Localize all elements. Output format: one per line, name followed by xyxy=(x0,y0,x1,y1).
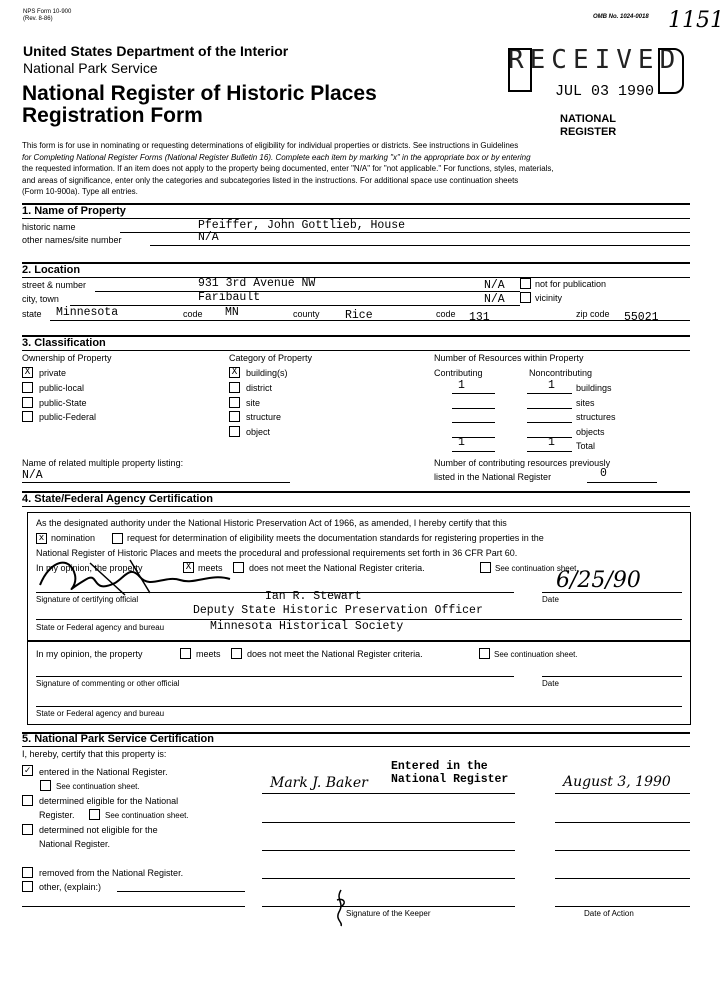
field-line xyxy=(452,451,495,452)
other-names-value: N/A xyxy=(198,231,219,244)
ownership-private-checkbox[interactable]: X xyxy=(22,367,33,378)
field-line xyxy=(70,305,520,306)
field-line xyxy=(452,393,495,394)
divider xyxy=(22,277,690,278)
state-label: state xyxy=(22,309,42,319)
agency-value: Minnesota Historical Society xyxy=(210,620,404,633)
removed-label: removed from the National Register. xyxy=(39,868,184,878)
action-date-line xyxy=(555,793,690,794)
contributing-heading: Contributing xyxy=(434,368,483,378)
meets-checkbox-2[interactable] xyxy=(180,648,191,659)
date-line xyxy=(542,676,682,677)
commenting-date-label: Date xyxy=(542,679,559,688)
ownership-public-federal-checkbox[interactable] xyxy=(22,411,33,422)
ownership-public-state-checkbox[interactable] xyxy=(22,397,33,408)
previously-listed-label: Number of contributing resources previously xyxy=(434,458,611,468)
not-for-publication-checkbox[interactable] xyxy=(520,278,531,289)
page-reference: 1151 xyxy=(668,8,724,33)
instructions xyxy=(22,140,690,198)
continuation-sheet-checkbox-2[interactable] xyxy=(479,648,490,659)
form-number: NPS Form 10-900 xyxy=(23,9,72,15)
date-label: Date xyxy=(542,595,559,604)
field-line xyxy=(527,451,572,452)
eligible-continuation-checkbox[interactable] xyxy=(89,809,100,820)
stamp-date: JUL 03 1990 xyxy=(555,83,655,100)
determined-eligible-label-2: Register. xyxy=(39,810,75,820)
resources-row-label: buildings xyxy=(576,383,612,393)
request-checkbox[interactable] xyxy=(112,533,123,544)
ownership-public-local-label: public-local xyxy=(39,383,85,393)
keeper-line xyxy=(262,793,515,794)
meets-checkbox[interactable]: X xyxy=(183,562,194,573)
meets-label: meets xyxy=(198,563,223,573)
department-name: United States Department of the Interior xyxy=(23,43,289,59)
field-line xyxy=(95,291,520,292)
related-listing-value: N/A xyxy=(22,469,43,482)
determined-eligible-label: determined eligible for the National xyxy=(39,796,179,806)
category-site-checkbox[interactable] xyxy=(229,397,240,408)
action-date-label: Date of Action xyxy=(584,909,634,918)
agency-line xyxy=(36,706,682,707)
county-code-value: 131 xyxy=(469,311,490,324)
section-2-heading: 2. Location xyxy=(22,264,81,276)
noncontributing-buildings: 1 xyxy=(548,379,555,392)
field-line xyxy=(587,482,657,483)
nomination-label: nomination xyxy=(51,533,96,543)
section-1-heading: 1. Name of Property xyxy=(22,205,126,217)
other-checkbox[interactable] xyxy=(22,881,33,892)
zip-label: zip code xyxy=(576,309,610,319)
omb-number: OMB No. 1024-0018 xyxy=(593,14,649,20)
eligible-continuation-label: See continuation sheet. xyxy=(105,811,189,820)
entered-stamp-line-1: Entered in the xyxy=(391,760,488,773)
determined-not-eligible-label: determined not eligible for the xyxy=(39,825,158,835)
determined-eligible-checkbox[interactable] xyxy=(22,795,33,806)
resources-heading: Number of Resources within Property xyxy=(434,353,584,363)
entered-checkbox[interactable]: ✓ xyxy=(22,765,33,776)
category-district-checkbox[interactable] xyxy=(229,382,240,393)
keeper-line xyxy=(262,878,515,879)
previously-listed-label-2: listed in the National Register xyxy=(434,472,552,482)
removed-checkbox[interactable] xyxy=(22,867,33,878)
divider xyxy=(22,506,690,507)
opinion-text: In my opinion, the property xyxy=(36,563,143,573)
instructions-line: This form is for use in nominating or requesting determinations of eligibility for individual properties or districts. See instructions in Guidelines xyxy=(22,141,519,150)
zip-value: 55021 xyxy=(624,311,659,324)
noncontributing-heading: Noncontributing xyxy=(529,368,593,378)
category-structure-checkbox[interactable] xyxy=(229,411,240,422)
does-not-meet-checkbox-2[interactable] xyxy=(231,648,242,659)
certification-date: 6/25/90 xyxy=(556,568,641,593)
date-line xyxy=(542,592,682,593)
field-line xyxy=(22,482,290,483)
signature-scrawl xyxy=(30,555,240,600)
entered-label: entered in the National Register. xyxy=(39,767,168,777)
city-label: city, town xyxy=(22,294,59,304)
category-heading: Category of Property xyxy=(229,353,313,363)
contributing-buildings: 1 xyxy=(458,379,465,392)
action-date: August 3, 1990 xyxy=(563,774,671,790)
keeper-line xyxy=(262,906,515,907)
form-revision: (Rev. 8-86) xyxy=(23,16,53,22)
state-value: Minnesota xyxy=(56,306,119,319)
field-line xyxy=(117,891,245,892)
signature-label: Signature of certifying official xyxy=(36,595,139,604)
contributing-total: 1 xyxy=(458,436,465,449)
opinion-text-2: In my opinion, the property xyxy=(36,649,143,659)
ownership-heading: Ownership of Property xyxy=(22,353,112,363)
signer-name: Ian R. Stewart xyxy=(265,590,362,603)
category-district-label: district xyxy=(246,383,273,393)
other-label: other, (explain:) xyxy=(39,882,102,892)
action-date-line xyxy=(555,906,690,907)
service-name: National Park Service xyxy=(23,60,158,76)
continuation-sheet-label: See continuation sheet. xyxy=(495,564,579,573)
section-3-heading: 3. Classification xyxy=(22,337,106,349)
category-structure-label: structure xyxy=(246,412,282,422)
ownership-public-federal-label: public-Federal xyxy=(39,412,97,422)
county-label: county xyxy=(293,309,320,319)
instructions-line: and areas of significance, enter only the categories and subcategories listed in the instructions. For additional space use continuation sheets xyxy=(22,175,519,185)
street-na: N/A xyxy=(484,279,505,292)
other-names-label: other names/site number xyxy=(22,235,122,245)
continuation-sheet-label-2: See continuation sheet. xyxy=(494,650,578,659)
state-code-value: MN xyxy=(225,306,239,319)
field-line xyxy=(452,408,495,409)
section-4-heading: 4. State/Federal Agency Certification xyxy=(22,493,213,505)
commenting-signature-label: Signature of commenting or other official xyxy=(36,679,180,688)
divider xyxy=(22,350,690,351)
keeper-line xyxy=(262,822,515,823)
action-date-line xyxy=(555,822,690,823)
previously-listed-value: 0 xyxy=(600,467,607,480)
related-listing-label: Name of related multiple property listing: xyxy=(22,458,184,468)
instructions-line: (Form 10-900a). Type all entries. xyxy=(22,187,138,196)
field-line xyxy=(527,393,572,394)
action-date-line xyxy=(555,850,690,851)
action-date-line xyxy=(555,878,690,879)
determined-not-eligible-checkbox[interactable] xyxy=(22,824,33,835)
resources-total-label: Total xyxy=(576,441,596,451)
form-title: National Register of Historic Places xyxy=(22,82,377,105)
category-building-checkbox[interactable]: X xyxy=(229,367,240,378)
field-line xyxy=(527,422,572,423)
category-site-label: site xyxy=(246,398,261,408)
category-building-label: building(s) xyxy=(246,368,288,378)
historic-name-label: historic name xyxy=(22,222,76,232)
resources-row-label: objects xyxy=(576,427,605,437)
ownership-private-label: private xyxy=(39,368,67,378)
stamp-bracket-right xyxy=(658,48,684,94)
divider xyxy=(22,746,690,747)
city-value: Faribault xyxy=(198,291,261,304)
request-text: request for determination of eligibility meets the documentation standards for registering properties in the xyxy=(127,533,544,543)
entered-stamp-line-2: National Register xyxy=(391,773,509,786)
stamp-register: REGISTER xyxy=(560,126,617,138)
county-code-label: code xyxy=(436,309,456,319)
agency-label-2: State or Federal agency and bureau xyxy=(36,709,165,718)
keeper-initial-mark xyxy=(333,888,358,928)
ownership-public-state-label: public-State xyxy=(39,398,87,408)
vicinity-checkbox[interactable] xyxy=(520,292,531,303)
noncontributing-total: 1 xyxy=(548,436,555,449)
field-line xyxy=(452,422,495,423)
category-object-checkbox[interactable] xyxy=(229,426,240,437)
field-line xyxy=(527,408,572,409)
form-subtitle: Registration Form xyxy=(22,104,203,127)
county-value: Rice xyxy=(345,309,373,322)
stamp-national: NATIONAL xyxy=(560,113,617,125)
resources-row-label: sites xyxy=(576,398,595,408)
stamp-bracket-left xyxy=(508,48,532,92)
city-na: N/A xyxy=(484,293,505,306)
certification-paragraph: As the designated authority under the National Historic Preservation Act of 1966, as amended, I hereby certify that this xyxy=(36,518,507,528)
certification-paragraph-3: National Register of Historic Places and meets the procedural and professional requirements set forth in 36 CFR Part 60. xyxy=(36,548,518,558)
signer-title: Deputy State Historic Preservation Officer xyxy=(193,604,483,617)
field-line xyxy=(150,245,690,246)
does-not-meet-label: does not meet the National Register criteria. xyxy=(249,563,425,573)
meets-label-2: meets xyxy=(196,649,221,659)
street-label: street & number xyxy=(22,280,87,290)
state-code-label: code xyxy=(183,309,203,319)
instructions-line: for Completing National Register Forms (National Register Bulletin 16). Complete each item by marking "x" in the appropriate box or by entering xyxy=(22,152,531,162)
keeper-signature-label: Signature of the Keeper xyxy=(346,909,431,918)
keeper-signature: Mark J. Baker xyxy=(270,775,368,791)
entered-continuation-label: See continuation sheet. xyxy=(56,782,140,791)
continuation-sheet-checkbox[interactable] xyxy=(480,562,491,573)
instructions-line: the requested information. If an item does not apply to the property being documented, enter "N/A" for "not applicable." For functions, styles, materials, xyxy=(22,164,554,173)
keeper-line xyxy=(262,850,515,851)
section-5-heading: 5. National Park Service Certification xyxy=(22,733,214,745)
entered-continuation-checkbox[interactable] xyxy=(40,780,51,791)
field-line xyxy=(50,320,690,321)
vicinity-label: vicinity xyxy=(535,293,563,303)
category-object-label: object xyxy=(246,427,271,437)
street-value: 931 3rd Avenue NW xyxy=(198,277,316,290)
divider xyxy=(22,335,690,337)
agency-label: State or Federal agency and bureau xyxy=(36,623,165,632)
resources-row-label: structures xyxy=(576,412,616,422)
not-for-publication-label: not for publication xyxy=(535,279,607,289)
certify-text: I, hereby, certify that this property is: xyxy=(22,749,167,759)
received-text: RECEIVED xyxy=(508,45,682,75)
historic-name-value: Pfeiffer, John Gottlieb, House xyxy=(198,219,406,232)
signature-line xyxy=(36,676,514,677)
field-line xyxy=(22,906,245,907)
nomination-checkbox[interactable]: x xyxy=(36,533,47,544)
ownership-public-local-checkbox[interactable] xyxy=(22,382,33,393)
does-not-meet-label-2: does not meet the National Register criteria. xyxy=(247,649,423,659)
determined-not-eligible-label-2: National Register. xyxy=(39,839,111,849)
divider xyxy=(22,262,690,264)
